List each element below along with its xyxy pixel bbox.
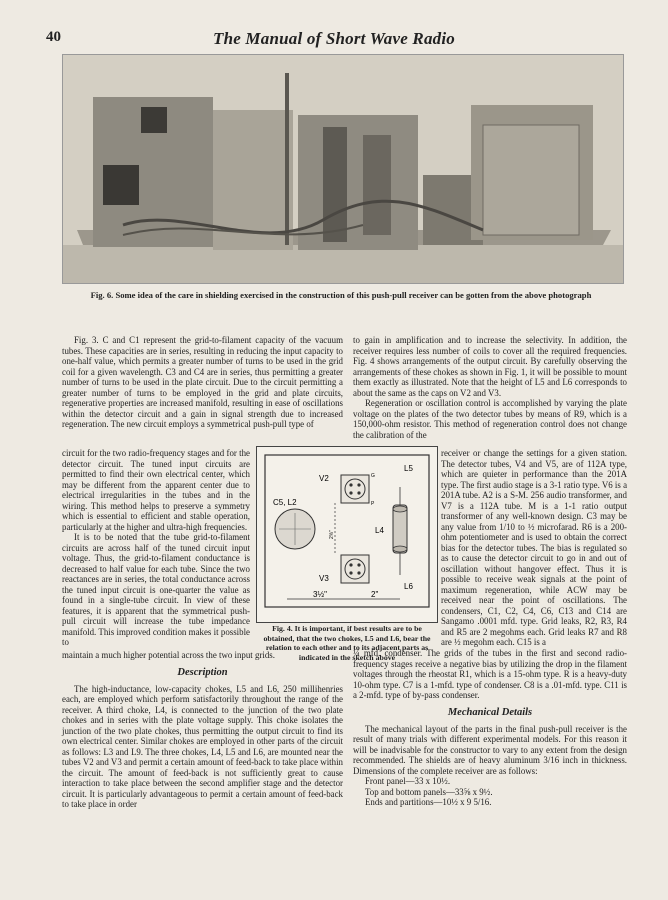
spec-line: Ends and partitions—10½ x 9 5/16. xyxy=(365,797,492,807)
label-v2: V2 xyxy=(319,474,329,483)
right-column-top xyxy=(353,335,627,440)
section-heading-description: Description xyxy=(177,666,228,678)
paragraph: The high-inductance, low-capacity chokes, L5 and L6, 250 millihenries each, are employed which perform satisfactorily throughout the range of the receiver. A third choke, L4, is connected to the junction of the two plate chokes and in series with the plate voltage supply. This choke isolates the junction of the two plate chokes, thus permitting the output circuit to find its own electrical center. Similar chokes are employed in other parts of the circuit as follows: L3 and L9. The three chokes, L4, L5 and L6, are mounted near the tubes V2 and V3 and permit a certain amount of feed-back to take place within the circuit. The amount of feed-back is not sufficiently great to cause interaction to take place between the second amplifier stage and the detector circuit. It is particularly advantageous to permit a certain amount of feed-back to take place in order xyxy=(62,683,343,809)
label-v3: V3 xyxy=(319,574,329,583)
paragraph: ¼ mfd. condenser. The grids of the tubes in the first and second radio-frequency stages receive a negative bias by utilizing the drop in the filament voltages through the rheostat R1, which is a 15-ohm type. R is a heavy-duty 10-ohm type. C7 is a 1-mfd. type of condenser. C8 is a .01-mfd. type. C11 is a 2-mfd. type of by-pass condenser. xyxy=(353,648,627,700)
label-g: G xyxy=(371,473,375,479)
figure-caption: Fig. 4. It is important, if best results are to be obtained, that the two chokes, L5 and L6, bear the relation to each other and to its adjacent parts as indicated in the sketch above xyxy=(263,624,431,662)
label-l5: L5 xyxy=(404,464,413,473)
paragraph: Regeneration or oscillation control is accomplished by varying the plate voltage on the plates of the two detector tubes by means of R9, which is a 150,000-ohm resistor. This method of regeneration control does not change the calibration of the xyxy=(353,398,627,440)
left-column-narrow xyxy=(62,448,250,648)
paragraph: The mechanical layout of the parts in the final push-pull receiver is the result of many trials with different experimental models. For this reason it will be inadvisable for the constructor to vary to any extent from the design recommended. The shields are of heavy aluminum 3/16 inch in thickness. Dimensions of the complete receiver are as follows: xyxy=(353,723,627,776)
choke-layout-sketch xyxy=(256,446,438,623)
page-number: 40 xyxy=(46,29,61,45)
paragraph: circuit for the two radio-frequency stages and for the detector circuit. The tuned input circuits are permitted to find their own electrical center, which may be different from the apparent center due to electrical irregularities in the tubes and in the wiring. This method helps to preserve a symmetry which is essential to efficient and stable operation, particularly at the higher and ultra-high frequencies. xyxy=(62,448,250,532)
section-heading-mechanical: Mechanical Details xyxy=(447,706,533,718)
left-column-top xyxy=(62,335,343,430)
dimension-vertical: 2⅝" xyxy=(329,530,335,539)
paragraph: receiver or change the settings for a given station. The detector tubes, V4 and V5, are of 112A type, which are quieter in performance than the 201A type. The first audio stage is a 3-1 ratio type. V6 is a 201A tube. A2 is a S-M. 256 audio transformer, and V7 is a 112A tube. M is a 1-1 ratio output transformer of any well-known design. C3 may be any value from 1/10 to ½ microfarad. R6 is a 200-ohm potentiometer and is used to obtain the correct bias for the detector tubes. The bias is regulated so as to cause the detector circuit to go in and out of oscillation without hangover effect. Thus it is possible to receive weak signals at the point of maximum regeneration, while ACW may be received near the point of oscillations. The condensers, C1, C2, C4, C6, C13 and C14 are Sangamo .0001 mfd. type. Grid leaks, R2, R3, R4 and R5 are 2 megohms each. Grid leaks R7 and R8 are ½ megohm each. C15 is a xyxy=(441,448,628,647)
paragraph: maintain a much higher potential across the two input grids. xyxy=(62,650,275,660)
label-p: P xyxy=(371,501,375,507)
receiver-photograph xyxy=(62,54,624,284)
label-c5l2: C5, L2 xyxy=(273,498,297,507)
label-l4: L4 xyxy=(375,526,384,535)
spec-line: Front panel—33 x 10½. xyxy=(365,776,451,786)
label-l6: L6 xyxy=(404,582,413,591)
spec-line: Top and bottom panels—33⅝ x 9½. xyxy=(365,786,493,797)
dimension-left: 3½" xyxy=(313,590,327,599)
left-column-bottom xyxy=(62,650,343,810)
right-column-narrow xyxy=(441,448,627,648)
photo-caption: Fig. 6. Some idea of the care in shielding exercised in the construction of this push-pull receiver can be gotten from the above photograph xyxy=(90,290,592,300)
running-header: The Manual of Short Wave Radio xyxy=(213,29,455,48)
paragraph: to gain in amplification and to increase the selectivity. In addition, the receiver requires less number of coils to cover all the required frequencies. Fig. 4 shows arrangements of the output circuit. By carefully observing the arrangements of these chokes as shown in Fig. 1, it will be possible to mount them exactly as illustrated. Note that the height of L5 and L6 corresponds to about the same as the caps on V2 and V3. xyxy=(353,335,627,398)
right-column-bottom xyxy=(353,648,627,808)
paragraph: Fig. 3. C and C1 represent the grid-to-filament capacity of the vacuum tubes. These capacities are in series, resulting in reducing the input capacity to one-half value, which permits a greater number of turns to be used in the grid coil for a given wavelength. C3 and C4 are in series, thus permitting a greater number of turns to be used in the plate circuit. Due to the circuit permitting a greater number of turns to be employed in the grid and plate circuits, regenerative properties are increased manifold, resulting in ease of oscillations within the detector circuit and a gain in signal strength due to increased regeneration. The new circuit employs a symmetrical push-pull type of xyxy=(62,335,343,429)
dimension-right: 2" xyxy=(371,590,379,599)
paragraph: It is to be noted that the tube grid-to-filament circuits are across half of the tuned circuit input voltage. Thus, the grid-to-filament conductance is decreased to half value for each tube. Since the two reactances are in series, the total conductance across the tuned input circuit is one-quarter the value as found in a single-tube circuit. In view of these features, it is apparent that the symmetrical push-pull circuit will increase the tube impedance manifold. This improved condition makes it possible to xyxy=(62,532,250,647)
